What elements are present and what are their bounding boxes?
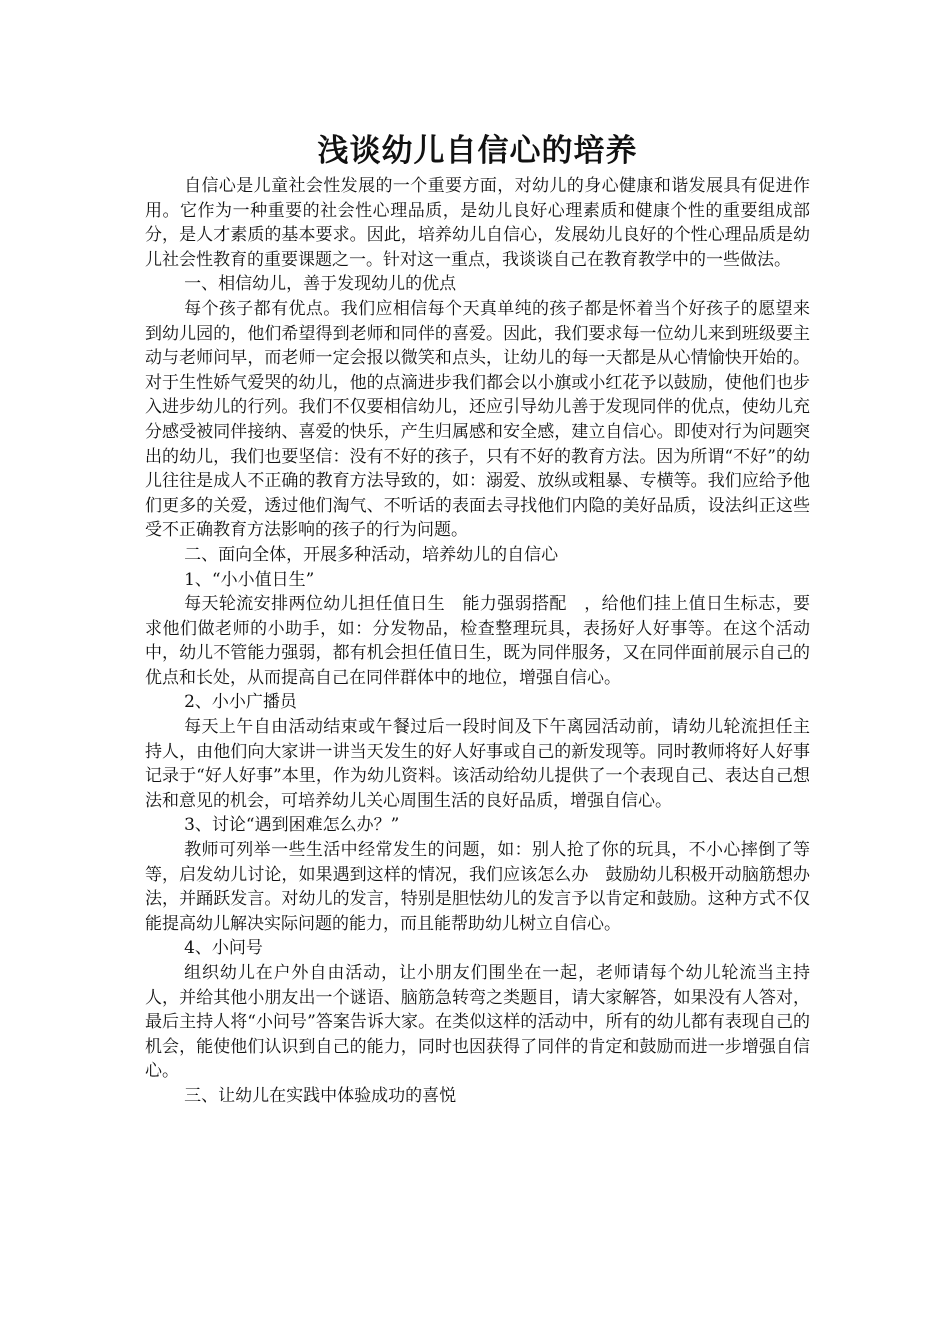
broadcaster-paragraph: 每天上午自由活动结束或午餐过后一段时间及下午离园活动前，请幼儿轮流担任主持人，由他们向大家讲一讲当天发生的好人好事或自己的新发现等。同时教师将好人好事记录于“好人好事”本里，作为幼儿资料。该活动给幼儿提供了一个表现自己、表达自己想法和意见的机会，可培养幼儿关心周围生活的良好品质，增强自信心。: [145, 717, 810, 811]
section-heading-3: 三、让幼儿在实践中体验成功的喜悦: [184, 1085, 457, 1106]
intro-paragraph: 自信心是儿童社会性发展的一个重要方面，对幼儿的身心健康和谐发展具有促进作用。它作为一种重要的社会性心理品质，是幼儿良好心理素质和健康个性的重要组成部分，是人才素质的基本要求。因此，培养幼儿自信心，发展幼儿良好的个性心理品质是幼儿社会性教育的重要课题之一。针对这一重点，我谈谈自己在教育教学中的一些做法。: [145, 176, 810, 270]
subheading-question-mark: 4、小问号: [184, 938, 263, 959]
duty-student-paragraph: 每天轮流安排两位幼儿担任值日生 能力强弱搭配 ，给他们挂上值日生标志，要求他们做老师的小助手，如：分发物品，检查整理玩具，表扬好人好事等。在这个活动中，幼儿不管能力强弱，都有机会担任值日生，既为同伴服务，又在同伴面前展示自己的优点和长处，从而提高自己在同伴群体中的地位，增强自信心。: [145, 594, 810, 688]
discussion-paragraph: 教师可列举一些生活中经常发生的问题，如：别人抢了你的玩具，不小心摔倒了等等，启发幼儿讨论，如果遇到这样的情况，我们应该怎么办 鼓励幼儿积极开动脑筋想办法，并踊跃发言。对幼儿的发言，特别是胆怯幼儿的发言予以肯定和鼓励。这种方式不仅能提高幼儿解决实际问题的能力，而且能帮助幼儿树立自信心。: [145, 840, 810, 934]
section-heading-1: 一、相信幼儿，善于发现幼儿的优点: [184, 274, 457, 295]
subheading-duty-student: 1、“小小值日生”: [184, 569, 315, 590]
section-heading-2: 二、面向全体，开展多种活动，培养幼儿的自信心: [184, 544, 559, 565]
section-1-paragraph: 每个孩子都有优点。我们应相信每个天真单纯的孩子都是怀着当个好孩子的愿望来到幼儿园的，他们希望得到老师和同伴的喜爱。因此，我们要求每一位幼儿来到班级要主动与老师问早，而老师一定会报以微笑和点头，让幼儿的每一天都是从心情愉快开始的。对于生性娇气爱哭的幼儿，他的点滴进步我们都会以小旗或小红花予以鼓励，使他们也步入进步幼儿的行列。我们不仅要相信幼儿，还应引导幼儿善于发现同伴的优点，使幼儿充分感受被同伴接纳、喜爱的快乐，产生归属感和安全感，建立自信心。即使对行为问题突出的幼儿，我们也要坚信：没有不好的孩子，只有不好的教育方法。因为所谓“不好”的幼儿往往是成人不正确的教育方法导致的，如：溺爱、放纵或粗暴、专横等。我们应给予他们更多的关爱，透过他们淘气、不听话的表面去寻找他们内隐的美好品质，设法纠正这些受不正确教育方法影响的孩子的行为问题。: [145, 298, 810, 541]
question-mark-paragraph: 组织幼儿在户外自由活动，让小朋友们围坐在一起，老师请每个幼儿轮流当主持人，并给其他小朋友出一个谜语、脑筋急转弯之类题目，请大家解答，如果没有人答对，最后主持人将“小问号”答案告诉大家。在类似这样的活动中，所有的幼儿都有表现自己的机会，能使他们认识到自己的能力，同时也因获得了同伴的肯定和鼓励而进一步增强自信心。: [145, 963, 810, 1082]
subheading-discussion: 3、讨论“遇到困难怎么办？”: [184, 815, 400, 836]
document-page: [145, 128, 810, 1109]
document-title: 浅谈幼儿自信心的培养: [317, 133, 638, 169]
subheading-broadcaster: 2、小小广播员: [184, 692, 297, 713]
